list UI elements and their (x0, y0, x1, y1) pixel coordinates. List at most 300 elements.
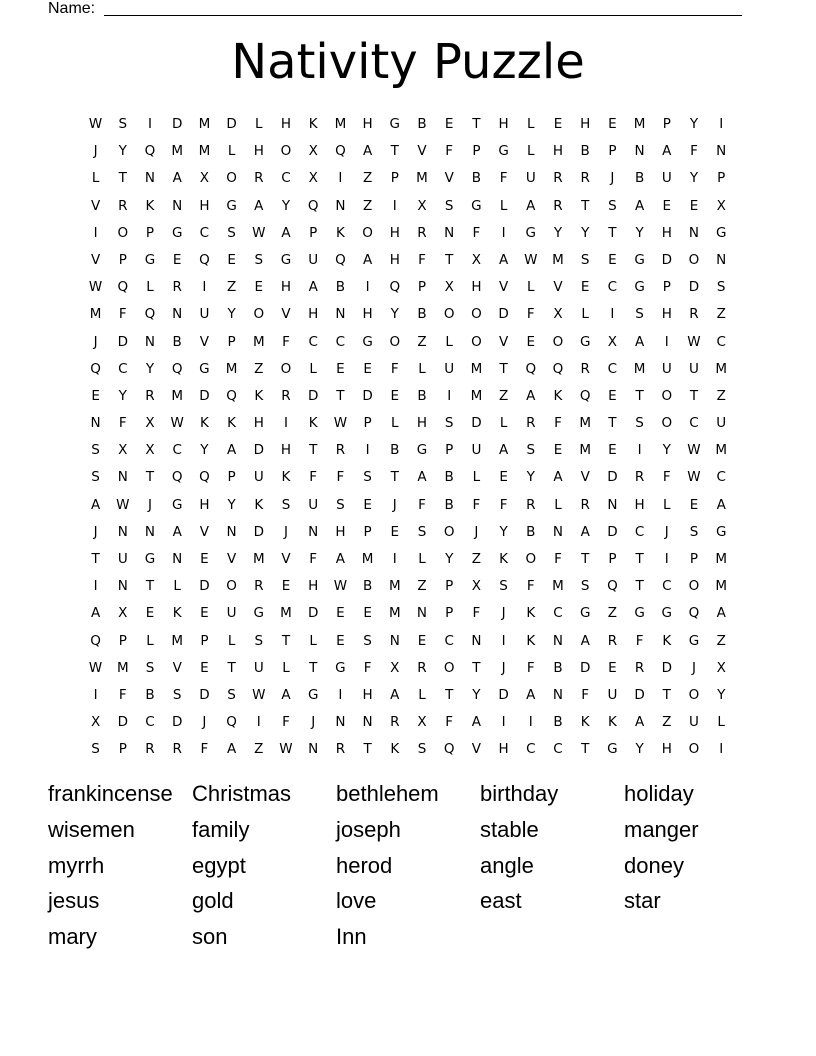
grid-letter[interactable]: D (661, 251, 672, 268)
grid-letter[interactable]: I (501, 632, 506, 649)
grid-letter[interactable]: F (499, 170, 508, 187)
grid-letter[interactable]: D (171, 116, 183, 132)
grid-letter[interactable]: G (171, 496, 183, 513)
grid-letter[interactable]: Z (254, 741, 264, 758)
grid-letter[interactable]: P (363, 415, 372, 432)
grid-letter[interactable]: G (579, 605, 591, 622)
grid-letter[interactable]: P (118, 741, 127, 758)
grid-letter[interactable]: F (418, 251, 426, 268)
grid-letter[interactable]: A (281, 686, 291, 703)
grid-letter[interactable]: O (443, 523, 455, 540)
grid-letter[interactable]: R (172, 741, 182, 758)
grid-letter[interactable]: F (662, 469, 671, 486)
grid-letter[interactable]: J (147, 496, 152, 513)
grid-letter[interactable]: R (580, 496, 590, 513)
grid-letter[interactable]: H (335, 523, 346, 540)
grid-letter[interactable]: B (390, 442, 400, 459)
grid-letter[interactable]: P (445, 442, 454, 459)
grid-letter[interactable]: F (526, 659, 535, 676)
grid-letter[interactable]: I (365, 442, 370, 459)
grid-letter[interactable]: T (635, 578, 644, 595)
grid-letter[interactable]: S (145, 659, 155, 676)
grid-letter[interactable]: N (362, 714, 373, 731)
grid-letter[interactable]: R (254, 170, 264, 187)
grid-letter[interactable]: N (552, 632, 564, 649)
grid-letter[interactable]: B (471, 170, 482, 187)
grid-letter[interactable]: B (553, 659, 563, 676)
grid-letter[interactable]: C (145, 714, 155, 731)
grid-letter[interactable]: M (388, 605, 401, 622)
grid-letter[interactable]: F (282, 714, 290, 731)
grid-letter[interactable]: S (227, 224, 236, 241)
grid-letter[interactable]: E (336, 605, 345, 622)
grid-letter[interactable]: T (445, 686, 454, 703)
grid-letter[interactable]: I (392, 551, 397, 567)
grid-letter[interactable]: K (254, 387, 264, 404)
grid-letter[interactable]: A (308, 279, 318, 296)
grid-letter[interactable]: S (336, 496, 345, 513)
grid-letter[interactable]: A (335, 551, 346, 567)
grid-letter[interactable]: O (280, 143, 292, 160)
grid-letter[interactable]: W (88, 279, 103, 296)
grid-letter[interactable]: F (118, 686, 127, 703)
grid-letter[interactable]: N (335, 714, 346, 731)
grid-letter[interactable]: M (225, 360, 238, 377)
grid-letter[interactable]: Y (581, 224, 590, 241)
grid-letter[interactable]: N (444, 224, 455, 241)
grid-letter[interactable]: I (283, 415, 288, 432)
grid-letter[interactable]: R (580, 170, 590, 187)
grid-letter[interactable]: E (200, 551, 209, 567)
grid-letter[interactable]: G (471, 197, 482, 214)
grid-letter[interactable]: W (170, 415, 184, 432)
grid-letter[interactable]: M (171, 632, 184, 649)
grid-letter[interactable]: D (307, 387, 319, 404)
grid-letter[interactable]: X (145, 442, 155, 459)
grid-letter[interactable]: N (172, 306, 183, 323)
grid-letter[interactable]: O (443, 659, 455, 676)
grid-letter[interactable]: M (198, 116, 211, 132)
grid-letter[interactable]: N (471, 632, 482, 649)
grid-letter[interactable]: S (635, 415, 644, 432)
grid-letter[interactable]: T (581, 551, 590, 567)
grid-letter[interactable]: V (281, 551, 291, 567)
grid-letter[interactable]: L (91, 170, 100, 187)
grid-letter[interactable]: D (171, 714, 183, 731)
grid-letter[interactable]: S (689, 523, 699, 540)
grid-letter[interactable]: E (281, 578, 291, 595)
grid-letter[interactable]: G (607, 741, 618, 758)
grid-letter[interactable]: E (689, 197, 699, 214)
grid-letter[interactable]: H (389, 251, 400, 268)
grid-letter[interactable]: Q (607, 578, 618, 595)
grid-letter[interactable]: N (607, 496, 618, 513)
grid-letter[interactable]: K (199, 415, 209, 432)
grid-letter[interactable]: M (171, 387, 184, 404)
grid-letter[interactable]: A (634, 197, 645, 214)
grid-letter[interactable]: U (661, 170, 672, 187)
grid-letter[interactable]: J (392, 496, 397, 513)
grid-letter[interactable]: H (253, 143, 264, 160)
grid-letter[interactable]: D (307, 605, 319, 622)
grid-letter[interactable]: L (173, 578, 181, 595)
grid-letter[interactable]: E (444, 116, 454, 132)
grid-letter[interactable]: Z (362, 197, 373, 214)
grid-letter[interactable]: N (172, 551, 183, 567)
grid-letter[interactable]: G (171, 224, 183, 241)
grid-letter[interactable]: T (91, 551, 100, 567)
grid-letter[interactable]: L (527, 143, 535, 160)
grid-letter[interactable]: F (309, 469, 318, 486)
grid-letter[interactable]: F (472, 605, 481, 622)
grid-letter[interactable]: H (362, 116, 373, 132)
grid-letter[interactable]: Q (226, 387, 237, 404)
grid-letter[interactable]: H (634, 496, 645, 513)
grid-letter[interactable]: H (362, 306, 373, 323)
grid-letter[interactable]: X (145, 415, 155, 432)
grid-letter[interactable]: C (526, 741, 536, 758)
grid-letter[interactable]: O (226, 170, 237, 187)
grid-letter[interactable]: B (553, 714, 563, 731)
grid-letter[interactable]: G (144, 551, 156, 567)
grid-letter[interactable]: A (498, 251, 509, 268)
grid-letter[interactable]: O (226, 578, 237, 595)
grid-letter[interactable]: G (226, 197, 237, 214)
grid-letter[interactable]: F (118, 415, 127, 432)
grid-letter[interactable]: U (607, 686, 618, 703)
grid-letter[interactable]: Y (118, 387, 127, 404)
grid-letter[interactable]: C (716, 469, 726, 486)
grid-letter[interactable]: I (501, 224, 506, 241)
grid-letter[interactable]: M (252, 333, 265, 350)
grid-letter[interactable]: X (90, 714, 101, 731)
grid-letter[interactable]: F (445, 143, 454, 160)
grid-letter[interactable]: J (474, 523, 479, 540)
grid-letter[interactable]: O (443, 306, 455, 323)
grid-letter[interactable]: G (715, 523, 727, 540)
grid-letter[interactable]: S (608, 197, 617, 214)
grid-letter[interactable]: T (309, 442, 318, 459)
grid-letter[interactable]: D (253, 523, 264, 540)
grid-letter[interactable]: N (552, 523, 564, 540)
grid-letter[interactable]: D (498, 306, 509, 323)
grid-letter[interactable]: F (581, 686, 590, 703)
grid-letter[interactable]: S (91, 469, 100, 486)
grid-letter[interactable]: Y (499, 523, 508, 540)
grid-letter[interactable]: B (444, 469, 454, 486)
grid-letter[interactable]: X (390, 659, 400, 676)
grid-letter[interactable]: A (526, 387, 536, 404)
grid-letter[interactable]: D (117, 714, 128, 731)
grid-letter[interactable]: U (253, 659, 264, 676)
grid-letter[interactable]: A (90, 496, 101, 513)
grid-letter[interactable]: E (526, 333, 536, 350)
grid-letter[interactable]: L (282, 659, 290, 676)
grid-letter[interactable]: Z (362, 170, 373, 187)
grid-letter[interactable]: F (526, 306, 535, 323)
grid-letter[interactable]: B (634, 170, 645, 187)
grid-letter[interactable]: Q (90, 360, 101, 377)
grid-letter[interactable]: U (716, 415, 727, 432)
grid-letter[interactable]: X (716, 659, 726, 676)
grid-letter[interactable]: P (118, 251, 127, 268)
grid-letter[interactable]: A (226, 442, 237, 459)
grid-letter[interactable]: S (444, 197, 454, 214)
grid-letter[interactable]: V (498, 333, 509, 350)
grid-letter[interactable]: G (389, 116, 401, 132)
grid-letter[interactable]: S (91, 442, 100, 459)
grid-letter[interactable]: Q (335, 251, 346, 268)
grid-letter[interactable]: E (608, 442, 617, 459)
grid-letter[interactable]: R (417, 659, 427, 676)
grid-letter[interactable]: R (580, 360, 590, 377)
grid-letter[interactable]: M (715, 442, 728, 459)
grid-letter[interactable]: P (145, 224, 155, 241)
grid-letter[interactable]: E (172, 251, 182, 268)
grid-letter[interactable]: H (471, 279, 482, 296)
grid-letter[interactable]: T (689, 387, 699, 404)
grid-letter[interactable]: B (335, 279, 346, 296)
grid-letter[interactable]: I (610, 306, 615, 323)
grid-letter[interactable]: R (145, 387, 155, 404)
grid-letter[interactable]: M (89, 306, 102, 323)
grid-letter[interactable]: I (147, 116, 152, 132)
grid-letter[interactable]: P (717, 170, 726, 187)
grid-letter[interactable]: U (308, 251, 319, 268)
grid-letter[interactable]: P (200, 632, 209, 649)
grid-letter[interactable]: M (633, 360, 646, 377)
grid-letter[interactable]: Q (144, 306, 156, 323)
grid-letter[interactable]: I (338, 170, 343, 187)
grid-letter[interactable]: C (335, 333, 346, 350)
grid-letter[interactable]: E (390, 387, 400, 404)
grid-letter[interactable]: E (662, 197, 672, 214)
grid-letter[interactable]: F (282, 333, 290, 350)
grid-letter[interactable]: U (689, 714, 699, 731)
grid-letter[interactable]: R (335, 442, 346, 459)
grid-letter[interactable]: P (390, 170, 399, 187)
grid-letter[interactable]: J (691, 659, 696, 676)
grid-letter[interactable]: S (580, 251, 590, 268)
grid-letter[interactable]: A (716, 605, 726, 622)
grid-letter[interactable]: O (362, 224, 373, 241)
grid-letter[interactable]: T (363, 741, 372, 758)
grid-letter[interactable]: R (254, 578, 264, 595)
grid-letter[interactable]: K (580, 714, 590, 731)
grid-letter[interactable]: C (607, 360, 618, 377)
grid-letter[interactable]: L (227, 632, 236, 649)
grid-letter[interactable]: S (635, 306, 644, 323)
grid-letter[interactable]: B (172, 333, 182, 350)
grid-letter[interactable]: G (661, 605, 673, 622)
grid-letter[interactable]: E (417, 632, 427, 649)
grid-letter[interactable]: K (281, 469, 291, 486)
grid-letter[interactable]: U (226, 605, 237, 622)
grid-letter[interactable]: F (363, 659, 372, 676)
grid-letter[interactable]: R (689, 306, 699, 323)
grid-letter[interactable]: F (418, 496, 426, 513)
grid-letter[interactable]: J (93, 523, 98, 540)
grid-letter[interactable]: X (471, 578, 482, 595)
grid-letter[interactable]: M (361, 551, 374, 567)
grid-letter[interactable]: K (390, 741, 400, 758)
grid-letter[interactable]: T (581, 741, 590, 758)
grid-letter[interactable]: E (580, 279, 590, 296)
grid-letter[interactable]: U (661, 360, 672, 377)
grid-letter[interactable]: W (687, 333, 701, 350)
grid-letter[interactable]: V (172, 659, 182, 676)
grid-letter[interactable]: D (607, 523, 618, 540)
grid-letter[interactable]: P (227, 333, 236, 350)
grid-letter[interactable]: Z (254, 360, 264, 377)
grid-letter[interactable]: H (308, 578, 319, 595)
grid-letter[interactable]: A (634, 714, 645, 731)
grid-letter[interactable]: J (501, 659, 506, 676)
grid-letter[interactable]: A (172, 523, 182, 540)
grid-letter[interactable]: L (527, 116, 535, 132)
grid-letter[interactable]: L (391, 415, 399, 432)
grid-letter[interactable]: L (146, 632, 154, 649)
grid-letter[interactable]: U (471, 442, 482, 459)
grid-letter[interactable]: C (662, 578, 672, 595)
grid-letter[interactable]: C (172, 442, 182, 459)
grid-letter[interactable]: Q (579, 387, 591, 404)
grid-letter[interactable]: N (144, 333, 156, 350)
grid-letter[interactable]: E (363, 605, 372, 622)
grid-letter[interactable]: M (470, 387, 483, 404)
grid-letter[interactable]: E (499, 469, 508, 486)
grid-letter[interactable]: C (634, 523, 645, 540)
grid-letter[interactable]: K (553, 387, 563, 404)
grid-letter[interactable]: W (333, 415, 348, 432)
grid-letter[interactable]: N (634, 143, 645, 160)
grid-letter[interactable]: E (336, 360, 345, 377)
grid-letter[interactable]: X (471, 251, 482, 268)
grid-letter[interactable]: T (581, 197, 590, 214)
grid-letter[interactable]: M (552, 578, 564, 595)
grid-letter[interactable]: J (610, 170, 615, 187)
grid-letter[interactable]: D (199, 387, 210, 404)
grid-letter[interactable]: T (281, 632, 291, 649)
grid-letter[interactable]: K (308, 116, 318, 132)
grid-letter[interactable]: R (607, 632, 618, 649)
grid-letter[interactable]: G (280, 251, 292, 268)
grid-letter[interactable]: M (171, 143, 184, 160)
grid-letter[interactable]: A (362, 143, 373, 160)
grid-letter[interactable]: W (333, 578, 348, 595)
grid-letter[interactable]: P (608, 143, 617, 160)
grid-letter[interactable]: L (499, 415, 508, 432)
grid-letter[interactable]: P (118, 632, 127, 649)
grid-letter[interactable]: P (417, 279, 427, 296)
grid-letter[interactable]: D (253, 442, 264, 459)
grid-letter[interactable]: E (91, 387, 100, 404)
grid-letter[interactable]: Z (716, 387, 726, 404)
grid-letter[interactable]: Q (525, 360, 537, 377)
grid-letter[interactable]: G (199, 360, 210, 377)
grid-letter[interactable]: K (662, 632, 672, 649)
grid-letter[interactable]: W (279, 741, 293, 758)
grid-letter[interactable]: O (688, 741, 700, 758)
grid-letter[interactable]: F (445, 714, 454, 731)
grid-letter[interactable]: R (417, 224, 427, 241)
grid-letter[interactable]: N (117, 523, 128, 540)
grid-letter[interactable]: I (338, 686, 343, 703)
grid-letter[interactable]: T (227, 659, 236, 676)
grid-letter[interactable]: I (528, 714, 533, 731)
grid-letter[interactable]: C (308, 333, 318, 350)
grid-letter[interactable]: U (689, 360, 699, 377)
grid-letter[interactable]: Q (199, 251, 210, 268)
grid-letter[interactable]: D (634, 686, 645, 703)
grid-letter[interactable]: X (118, 605, 128, 622)
grid-letter[interactable]: R (335, 741, 346, 758)
grid-letter[interactable]: C (553, 605, 563, 622)
grid-letter[interactable]: H (661, 224, 672, 241)
grid-letter[interactable]: F (690, 143, 698, 160)
grid-letter[interactable]: L (418, 551, 426, 567)
grid-letter[interactable]: M (198, 143, 211, 160)
grid-letter[interactable]: T (635, 551, 644, 567)
grid-letter[interactable]: G (525, 224, 537, 241)
grid-letter[interactable]: G (634, 251, 645, 268)
grid-letter[interactable]: B (417, 306, 427, 323)
grid-letter[interactable]: I (719, 116, 724, 132)
grid-letter[interactable]: W (88, 659, 103, 676)
grid-letter[interactable]: A (417, 469, 427, 486)
grid-letter[interactable]: G (634, 605, 645, 622)
grid-letter[interactable]: F (390, 360, 399, 377)
grid-letter[interactable]: D (498, 686, 509, 703)
grid-letter[interactable]: H (580, 116, 591, 132)
grid-letter[interactable]: M (116, 659, 129, 676)
grid-letter[interactable]: P (445, 578, 454, 595)
grid-letter[interactable]: E (608, 251, 617, 268)
grid-letter[interactable]: F (200, 741, 209, 758)
grid-letter[interactable]: D (117, 333, 128, 350)
name-underline[interactable] (104, 15, 742, 16)
grid-letter[interactable]: L (663, 496, 671, 513)
grid-letter[interactable]: V (553, 279, 563, 296)
grid-letter[interactable]: R (172, 279, 182, 296)
grid-letter[interactable]: O (688, 686, 700, 703)
grid-letter[interactable]: H (498, 741, 509, 758)
grid-letter[interactable]: V (498, 279, 509, 296)
grid-letter[interactable]: T (390, 469, 399, 486)
grid-letter[interactable]: A (281, 224, 291, 241)
grid-letter[interactable]: B (417, 116, 427, 132)
grid-letter[interactable]: W (524, 251, 538, 268)
grid-letter[interactable]: E (336, 632, 345, 649)
grid-letter[interactable]: Y (200, 442, 209, 459)
grid-letter[interactable]: O (471, 333, 482, 350)
grid-letter[interactable]: S (580, 578, 590, 595)
grid-letter[interactable]: N (552, 686, 564, 703)
grid-letter[interactable]: B (417, 387, 427, 404)
grid-letter[interactable]: A (172, 170, 182, 187)
grid-letter[interactable]: X (308, 170, 318, 187)
grid-letter[interactable]: T (472, 659, 481, 676)
grid-letter[interactable]: B (444, 496, 454, 513)
grid-letter[interactable]: G (335, 659, 346, 676)
grid-letter[interactable]: D (471, 415, 482, 432)
grid-letter[interactable]: Y (390, 306, 399, 323)
grid-letter[interactable]: L (309, 632, 317, 649)
grid-letter[interactable]: X (199, 170, 210, 187)
grid-letter[interactable]: P (445, 605, 454, 622)
grid-letter[interactable]: N (226, 523, 237, 540)
grid-letter[interactable]: H (661, 741, 672, 758)
